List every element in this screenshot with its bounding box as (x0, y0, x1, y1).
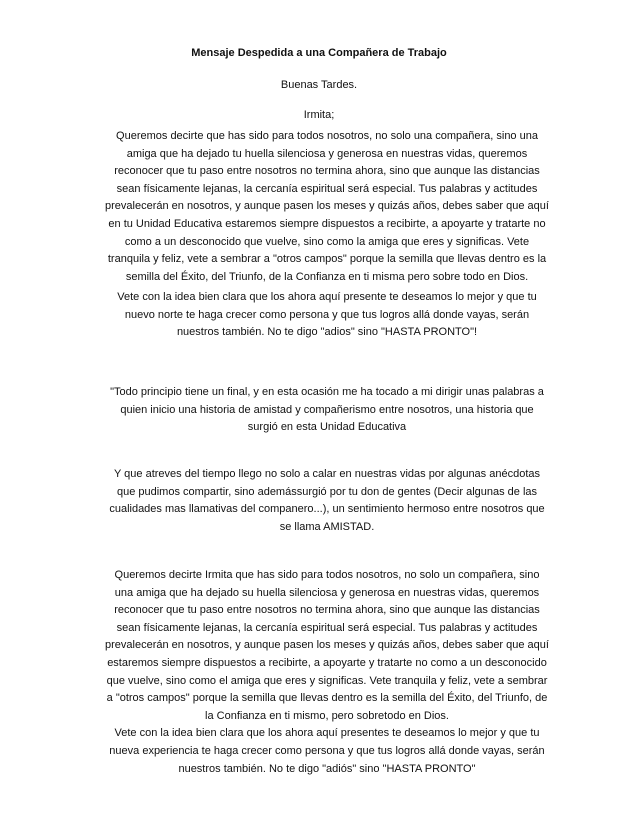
paragraph-3: "Todo principio tiene un final, y en esta ocasión me ha tocado a mi dirigir unas palabras a quien inicio una historia de amistad y compañerismo entre nosotros, una historia que surgió en esta Unidad Educativa (110, 386, 544, 434)
document-title: Mensaje Despedida a una Compañera de Trabajo (191, 47, 447, 59)
paragraph-5: Queremos decirte Irmita que has sido para todos nosotros, no solo un compañera, sino una amiga que ha dejado su huella silenciosa y generosa en nuestras vidas, queremos reconocer que tu paso entre nosotros no termina ahora, sino que aunque las distancias sean físicamente lejanas, la cercanía espiritual será especial. Tus palabras y actitudes prevalecerán en nosotros, y aunque pasen los meses y quizás años, debes saber que aquí estaremos siempre dispuestos a recibirte, a apoyarte y tratarte no como a un desconocido que vuelve, sino como el amiga que eres y significas. Vete tranquila y feliz, vete a sembrar a "otros campos" porque la semilla que llevas dentro es la semilla del Éxito, del Triunfo, de la Confianza en ti mismo, pero sobretodo en Dios. Vete con la idea bien clara que los ahora aquí presentes te deseamos lo mejor y que tu nueva experiencia te haga crecer como persona y que tus logros allá donde vayas, serán nuestros también. No te digo "adiós" sino "HASTA PRONTO" (105, 569, 549, 775)
salutation: Irmita; (303, 109, 335, 121)
paragraph-1: Queremos decirte que has sido para todos nosotros, no solo una compañera, sino una amiga que ha dejado tu huella silenciosa y generosa en nuestras vidas, queremos reconocer que tu paso entre nosotros no termina ahora, sino que aunque las distancias sean físicamente lejanas, la cercanía espiritual será especial. Tus palabras y actitudes prevalecerán en nosotros, y aunque pasen los meses y quizás años, debes saber que aquí en tu Unidad Educativa estaremos siempre dispuestos a recibirte, a apoyarte y tratarte no como a un desconocido que vuelve, sino como la amiga que eres y significas. Vete tranquila y feliz, vete a sembrar a "otros campos" porque la semilla que llevas dentro es la semilla del Éxito, del Triunfo, de la Confianza en ti misma pero sobre todo en Dios. (105, 130, 549, 283)
paragraph-2: Vete con la idea bien clara que los ahora aquí presente te deseamos lo mejor y que tu nuevo norte te haga crecer como persona y que tus logros allá donde vayas, serán nuestros también. No te digo "adios" sino "HASTA PRONTO"! (117, 291, 537, 339)
greeting: Buenas Tardes. (280, 79, 358, 91)
paragraph-4: Y que atreves del tiempo llego no solo a calar en nuestras vidas por algunas anécdotas que pudimos compartir, sino ademássurgió por tu don de gentes (Decir algunas de las cualidades mas llamativas del companero...), un sentimiento hermoso entre nosotros que se llama AMISTAD. (109, 468, 545, 533)
